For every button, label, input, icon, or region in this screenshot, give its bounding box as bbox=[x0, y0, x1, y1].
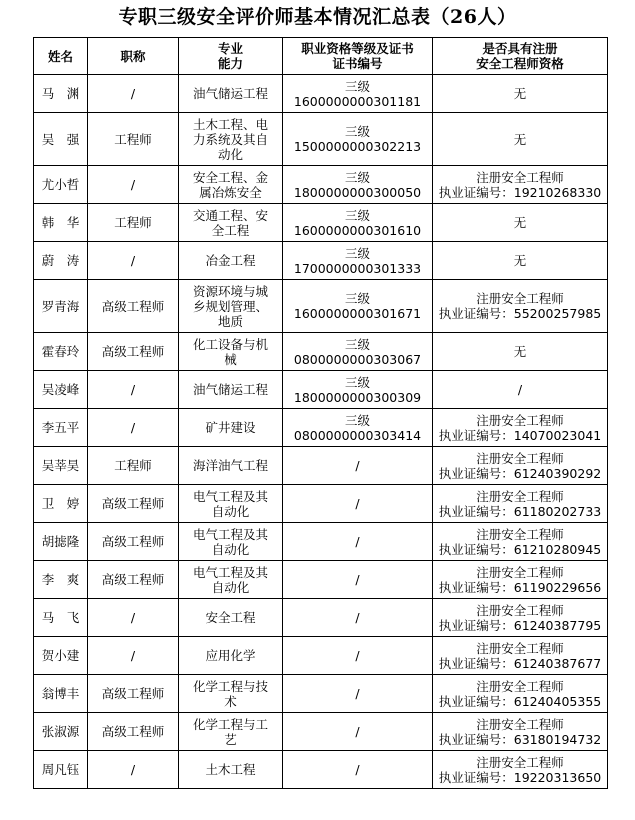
cell-job-title: / bbox=[88, 166, 179, 204]
cell-line: 乡规划管理、 bbox=[192, 298, 268, 314]
cell-line: 执业证编号：61190229656 bbox=[438, 579, 602, 595]
table-row bbox=[34, 637, 608, 675]
cell-line: 注册安全工程师 bbox=[476, 488, 564, 504]
cell-line: 职称 bbox=[120, 48, 146, 64]
table-row bbox=[34, 409, 608, 447]
cell-line: 执业证编号：61240387677 bbox=[438, 655, 602, 671]
cell-registered bbox=[433, 204, 608, 242]
cell-line: 执业证编号：14070023041 bbox=[438, 427, 602, 443]
cell-line: / bbox=[355, 762, 360, 777]
cell-job-title: / bbox=[88, 371, 179, 409]
cell-line: 术 bbox=[224, 693, 237, 709]
cell-line: 资源环境与城 bbox=[192, 283, 268, 299]
cell-name: 李 爽 bbox=[34, 561, 88, 599]
cell-name: 罗青海 bbox=[34, 280, 88, 333]
cell-line: 注册安全工程师 bbox=[476, 754, 564, 770]
cell-line: 注册安全工程师 bbox=[476, 716, 564, 732]
cell-name: 蔚 涛 bbox=[34, 242, 88, 280]
table-row bbox=[34, 371, 608, 409]
cell-specialty bbox=[179, 204, 283, 242]
cell-specialty bbox=[179, 333, 283, 371]
cell-name: 吴 强 bbox=[34, 113, 88, 166]
cell-line: 注册安全工程师 bbox=[476, 412, 564, 428]
table-row bbox=[34, 561, 608, 599]
table-row bbox=[34, 523, 608, 561]
cell-registered bbox=[433, 409, 608, 447]
cell-line: / bbox=[355, 458, 360, 473]
cell-line: 1800000000300309 bbox=[293, 389, 422, 405]
cell-name: 韩 华 bbox=[34, 204, 88, 242]
cell-line: 1600000000301181 bbox=[293, 93, 422, 109]
evaluator-summary-table bbox=[33, 37, 608, 789]
cell-line: 注册安全工程师 bbox=[476, 678, 564, 694]
cell-line: 1500000000302213 bbox=[293, 139, 422, 154]
cell-line: 注册安全工程师 bbox=[476, 640, 564, 656]
cell-line: 执业证编号：63180194732 bbox=[438, 731, 602, 747]
cell-line: 化学工程与技 bbox=[192, 678, 268, 694]
cell-line: 执业证编号：55200257985 bbox=[438, 306, 602, 321]
cell-job-title: / bbox=[88, 751, 179, 789]
cell-line: 安全工程 bbox=[205, 610, 256, 625]
cell-line: 能力 bbox=[217, 56, 243, 71]
cell-line: 无 bbox=[513, 131, 527, 147]
cell-line: 三级 bbox=[344, 169, 370, 185]
cell-line: 三级 bbox=[344, 245, 370, 261]
cell-certificate bbox=[283, 485, 433, 523]
cell-registered bbox=[433, 675, 608, 713]
table-row bbox=[34, 280, 608, 333]
cell-certificate bbox=[283, 75, 433, 113]
cell-job-title: / bbox=[88, 599, 179, 637]
cell-job-title: 高级工程师 bbox=[88, 713, 179, 751]
cell-line: 械 bbox=[224, 351, 237, 367]
cell-name: 霍春玲 bbox=[34, 333, 88, 371]
cell-line: 动化 bbox=[217, 146, 243, 162]
cell-line: 自动化 bbox=[211, 541, 250, 557]
cell-line: 注册安全工程师 bbox=[476, 526, 564, 542]
cell-job-title: 工程师 bbox=[88, 447, 179, 485]
cell-specialty bbox=[179, 280, 283, 333]
cell-registered bbox=[433, 599, 608, 637]
cell-line: 交通工程、安 bbox=[192, 207, 268, 223]
cell-line: 注册安全工程师 bbox=[476, 291, 564, 306]
cell-certificate bbox=[283, 523, 433, 561]
cell-line: 属冶炼安全 bbox=[199, 184, 262, 200]
cell-job-title: 工程师 bbox=[88, 113, 179, 166]
cell-name: 马 飞 bbox=[34, 599, 88, 637]
cell-specialty bbox=[179, 242, 283, 280]
cell-specialty bbox=[179, 713, 283, 751]
cell-line: 姓名 bbox=[47, 48, 73, 64]
table-row bbox=[34, 675, 608, 713]
cell-line: 安全工程师资格 bbox=[476, 56, 564, 71]
cell-specialty bbox=[179, 675, 283, 713]
cell-registered bbox=[433, 280, 608, 333]
cell-registered bbox=[433, 75, 608, 113]
cell-job-title: / bbox=[88, 242, 179, 280]
table-row bbox=[34, 447, 608, 485]
cell-specialty bbox=[179, 485, 283, 523]
cell-line: 0800000000303067 bbox=[293, 351, 422, 367]
cell-line: 电气工程及其 bbox=[192, 488, 268, 504]
cell-line: 注册安全工程师 bbox=[476, 564, 564, 580]
header-specialty bbox=[179, 38, 283, 75]
cell-line: 注册安全工程师 bbox=[476, 450, 564, 466]
cell-specialty bbox=[179, 561, 283, 599]
cell-line: 无 bbox=[513, 344, 527, 359]
cell-line: 无 bbox=[513, 86, 527, 101]
cell-line: 海洋油气工程 bbox=[192, 458, 268, 473]
header-job-title bbox=[88, 38, 179, 75]
cell-registered bbox=[433, 751, 608, 789]
cell-line: 土木工程、电 bbox=[192, 116, 268, 132]
cell-certificate bbox=[283, 599, 433, 637]
cell-job-title: 高级工程师 bbox=[88, 333, 179, 371]
cell-registered bbox=[433, 371, 608, 409]
cell-line: 三级 bbox=[344, 336, 370, 352]
cell-line: 电气工程及其 bbox=[192, 526, 268, 542]
table-row bbox=[34, 166, 608, 204]
header-name bbox=[34, 38, 88, 75]
cell-name: 卫 婷 bbox=[34, 485, 88, 523]
cell-line: 三级 bbox=[344, 374, 370, 390]
cell-line: / bbox=[355, 534, 360, 549]
cell-registered bbox=[433, 523, 608, 561]
cell-job-title: 高级工程师 bbox=[88, 561, 179, 599]
cell-name: 尤小哲 bbox=[34, 166, 88, 204]
cell-line: 全工程 bbox=[211, 222, 250, 238]
cell-line: 是否具有注册 bbox=[482, 41, 558, 56]
cell-certificate bbox=[283, 242, 433, 280]
cell-line: 艺 bbox=[224, 731, 237, 747]
cell-line: / bbox=[355, 496, 360, 511]
cell-registered bbox=[433, 485, 608, 523]
cell-certificate bbox=[283, 204, 433, 242]
cell-line: 无 bbox=[513, 215, 527, 230]
cell-specialty bbox=[179, 599, 283, 637]
cell-job-title: 高级工程师 bbox=[88, 523, 179, 561]
table-row bbox=[34, 599, 608, 637]
cell-line: 无 bbox=[513, 253, 527, 268]
cell-specialty bbox=[179, 75, 283, 113]
table-header-row bbox=[34, 38, 608, 75]
cell-line: 三级 bbox=[344, 207, 370, 223]
table-row bbox=[34, 242, 608, 280]
table-row bbox=[34, 751, 608, 789]
table-row bbox=[34, 485, 608, 523]
cell-job-title: 高级工程师 bbox=[88, 485, 179, 523]
header-certificate bbox=[283, 38, 433, 75]
cell-certificate bbox=[283, 675, 433, 713]
cell-certificate bbox=[283, 637, 433, 675]
cell-specialty bbox=[179, 523, 283, 561]
cell-name: 吴莘昊 bbox=[34, 447, 88, 485]
cell-certificate bbox=[283, 561, 433, 599]
cell-line: 油气储运工程 bbox=[192, 382, 268, 397]
cell-line: 自动化 bbox=[211, 579, 250, 595]
cell-certificate bbox=[283, 447, 433, 485]
cell-line: / bbox=[355, 686, 360, 701]
cell-line: 化工设备与机 bbox=[192, 336, 268, 352]
cell-certificate bbox=[283, 409, 433, 447]
cell-line: 三级 bbox=[344, 412, 370, 428]
cell-specialty bbox=[179, 166, 283, 204]
cell-registered bbox=[433, 242, 608, 280]
cell-name: 胡摅隆 bbox=[34, 523, 88, 561]
cell-certificate bbox=[283, 333, 433, 371]
cell-line: 应用化学 bbox=[205, 648, 256, 663]
cell-line: / bbox=[355, 724, 360, 739]
cell-line: 化学工程与工 bbox=[192, 716, 268, 732]
cell-job-title: 高级工程师 bbox=[88, 280, 179, 333]
cell-name: 贺小建 bbox=[34, 637, 88, 675]
cell-job-title: 高级工程师 bbox=[88, 675, 179, 713]
cell-line: 注册安全工程师 bbox=[476, 602, 564, 618]
header-registered-engineer bbox=[433, 38, 608, 75]
cell-certificate bbox=[283, 113, 433, 166]
cell-job-title: / bbox=[88, 409, 179, 447]
cell-job-title: 工程师 bbox=[88, 204, 179, 242]
cell-line: 证书编号 bbox=[332, 56, 383, 71]
cell-line: 1700000000301333 bbox=[293, 260, 422, 276]
cell-specialty bbox=[179, 637, 283, 675]
cell-line: 地质 bbox=[217, 313, 243, 329]
cell-registered bbox=[433, 113, 608, 166]
cell-line: 安全工程、金 bbox=[192, 169, 268, 185]
cell-job-title: / bbox=[88, 637, 179, 675]
cell-certificate bbox=[283, 280, 433, 333]
cell-line: / bbox=[355, 610, 360, 625]
cell-line: 专业 bbox=[217, 41, 243, 56]
cell-line: 执业证编号：61210280945 bbox=[438, 541, 602, 557]
cell-registered bbox=[433, 561, 608, 599]
cell-line: 三级 bbox=[344, 78, 370, 94]
cell-name: 张淑源 bbox=[34, 713, 88, 751]
cell-name: 翁博丰 bbox=[34, 675, 88, 713]
cell-line: 1600000000301610 bbox=[293, 222, 422, 238]
cell-line: 职业资格等级及证书 bbox=[301, 41, 414, 56]
cell-line: 0800000000303414 bbox=[293, 427, 422, 443]
cell-specialty bbox=[179, 751, 283, 789]
cell-line: / bbox=[517, 382, 523, 397]
table-row bbox=[34, 75, 608, 113]
cell-name: 吴凌峰 bbox=[34, 371, 88, 409]
table-row bbox=[34, 204, 608, 242]
cell-line: / bbox=[355, 648, 360, 663]
cell-line: 执业证编号：19220313650 bbox=[438, 769, 602, 785]
document-title: 专职三级安全评价师基本情况汇总表（26人） bbox=[118, 6, 517, 28]
cell-specialty bbox=[179, 371, 283, 409]
cell-specialty bbox=[179, 447, 283, 485]
table-row bbox=[34, 113, 608, 166]
cell-line: 执业证编号：61240390292 bbox=[438, 465, 602, 481]
cell-registered bbox=[433, 166, 608, 204]
cell-name: 李五平 bbox=[34, 409, 88, 447]
cell-line: 矿井建设 bbox=[205, 420, 256, 435]
cell-certificate bbox=[283, 371, 433, 409]
cell-registered bbox=[433, 713, 608, 751]
cell-line: 油气储运工程 bbox=[192, 86, 268, 101]
cell-name: 周凡钰 bbox=[34, 751, 88, 789]
cell-line: 土木工程 bbox=[205, 762, 256, 777]
cell-line: 冶金工程 bbox=[205, 253, 256, 268]
cell-registered bbox=[433, 333, 608, 371]
cell-line: 1800000000300050 bbox=[293, 184, 422, 200]
cell-line: 执业证编号：19210268330 bbox=[438, 184, 602, 200]
table-row bbox=[34, 713, 608, 751]
cell-line: 自动化 bbox=[211, 503, 250, 519]
cell-line: 执业证编号：61240387795 bbox=[438, 617, 602, 633]
cell-registered bbox=[433, 447, 608, 485]
cell-name: 马 渊 bbox=[34, 75, 88, 113]
cell-line: 注册安全工程师 bbox=[476, 169, 564, 185]
cell-line: 电气工程及其 bbox=[192, 564, 268, 580]
cell-specialty bbox=[179, 113, 283, 166]
cell-certificate bbox=[283, 713, 433, 751]
cell-line: 1600000000301671 bbox=[293, 306, 422, 321]
cell-line: 力系统及其自 bbox=[192, 131, 268, 147]
cell-line: 执业证编号：61180202733 bbox=[438, 503, 602, 519]
cell-registered bbox=[433, 637, 608, 675]
cell-specialty bbox=[179, 409, 283, 447]
cell-certificate bbox=[283, 751, 433, 789]
cell-line: 三级 bbox=[344, 291, 370, 306]
cell-line: 执业证编号：61240405355 bbox=[438, 693, 602, 709]
cell-line: / bbox=[355, 572, 360, 587]
cell-line: 三级 bbox=[344, 124, 370, 139]
cell-job-title: / bbox=[88, 75, 179, 113]
table-row bbox=[34, 333, 608, 371]
cell-certificate bbox=[283, 166, 433, 204]
